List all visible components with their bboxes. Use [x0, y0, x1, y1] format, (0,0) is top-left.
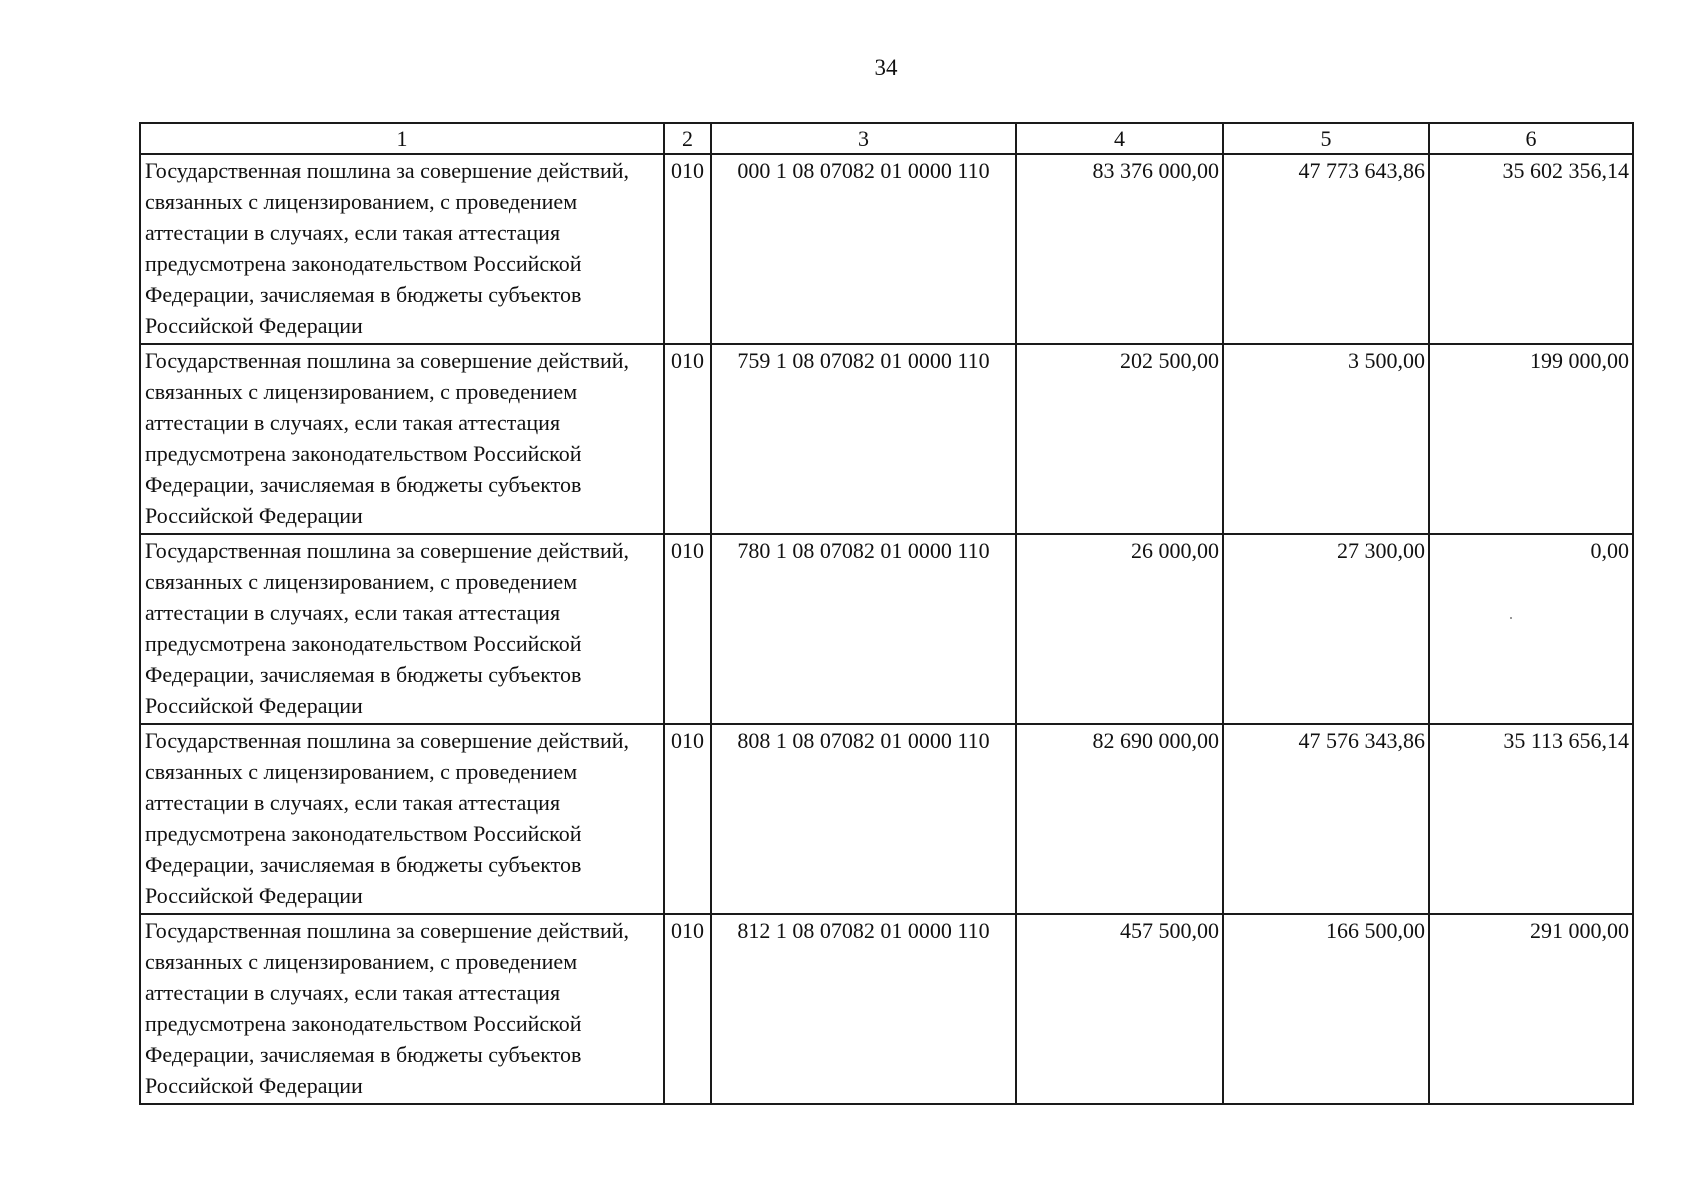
- income-code-cell: 812 1 08 07082 01 0000 110: [711, 914, 1016, 1104]
- unexecuted-amount-cell: 291 000,00: [1429, 914, 1633, 1104]
- scan-speck: [1510, 617, 1512, 619]
- income-name-cell: Государственная пошлина за совершение действий, связанных с лицензированием, с проведением аттестации в случаях, если такая аттестация предусмотрена законодательством Российской Федерации, зачисляемая в бюджеты субъектов Российской Федерации: [140, 154, 664, 344]
- income-code-cell: 759 1 08 07082 01 0000 110: [711, 344, 1016, 534]
- executed-amount-cell: 27 300,00: [1223, 534, 1429, 724]
- table-row: [140, 914, 1633, 1104]
- income-name-cell: Государственная пошлина за совершение действий, связанных с лицензированием, с проведением аттестации в случаях, если такая аттестация предусмотрена законодательством Российской Федерации, зачисляемая в бюджеты субъектов Российской Федерации: [140, 344, 664, 534]
- approved-amount-cell: 83 376 000,00: [1016, 154, 1223, 344]
- header-col-2: 2: [664, 123, 711, 154]
- row-code-cell: 010: [664, 154, 711, 344]
- table-row: [140, 154, 1633, 344]
- page-number: 34: [874, 55, 898, 80]
- unexecuted-amount-cell: 199 000,00: [1429, 344, 1633, 534]
- table-row: [140, 534, 1633, 724]
- income-name-cell: Государственная пошлина за совершение действий, связанных с лицензированием, с проведением аттестации в случаях, если такая аттестация предусмотрена законодательством Российской Федерации, зачисляемая в бюджеты субъектов Российской Федерации: [140, 914, 664, 1104]
- approved-amount-cell: 457 500,00: [1016, 914, 1223, 1104]
- row-code-cell: 010: [664, 724, 711, 914]
- table-row: [140, 724, 1633, 914]
- table-header-row: [140, 123, 1633, 154]
- unexecuted-amount-cell: 35 113 656,14: [1429, 724, 1633, 914]
- header-col-1: 1: [140, 123, 664, 154]
- income-code-cell: 000 1 08 07082 01 0000 110: [711, 154, 1016, 344]
- unexecuted-amount-cell: 0,00: [1429, 534, 1633, 724]
- income-code-cell: 780 1 08 07082 01 0000 110: [711, 534, 1016, 724]
- executed-amount-cell: 47 773 643,86: [1223, 154, 1429, 344]
- header-col-4: 4: [1016, 123, 1223, 154]
- row-code-cell: 010: [664, 914, 711, 1104]
- header-col-6: 6: [1429, 123, 1633, 154]
- executed-amount-cell: 166 500,00: [1223, 914, 1429, 1104]
- executed-amount-cell: 47 576 343,86: [1223, 724, 1429, 914]
- executed-amount-cell: 3 500,00: [1223, 344, 1429, 534]
- unexecuted-amount-cell: 35 602 356,14: [1429, 154, 1633, 344]
- income-code-cell: 808 1 08 07082 01 0000 110: [711, 724, 1016, 914]
- income-name-cell: Государственная пошлина за совершение действий, связанных с лицензированием, с проведением аттестации в случаях, если такая аттестация предусмотрена законодательством Российской Федерации, зачисляемая в бюджеты субъектов Российской Федерации: [140, 534, 664, 724]
- approved-amount-cell: 82 690 000,00: [1016, 724, 1223, 914]
- approved-amount-cell: 202 500,00: [1016, 344, 1223, 534]
- budget-income-table: [139, 122, 1634, 1105]
- header-col-5: 5: [1223, 123, 1429, 154]
- income-name-cell: Государственная пошлина за совершение действий, связанных с лицензированием, с проведением аттестации в случаях, если такая аттестация предусмотрена законодательством Российской Федерации, зачисляемая в бюджеты субъектов Российской Федерации: [140, 724, 664, 914]
- row-code-cell: 010: [664, 534, 711, 724]
- approved-amount-cell: 26 000,00: [1016, 534, 1223, 724]
- header-col-3: 3: [711, 123, 1016, 154]
- table-row: [140, 344, 1633, 534]
- row-code-cell: 010: [664, 344, 711, 534]
